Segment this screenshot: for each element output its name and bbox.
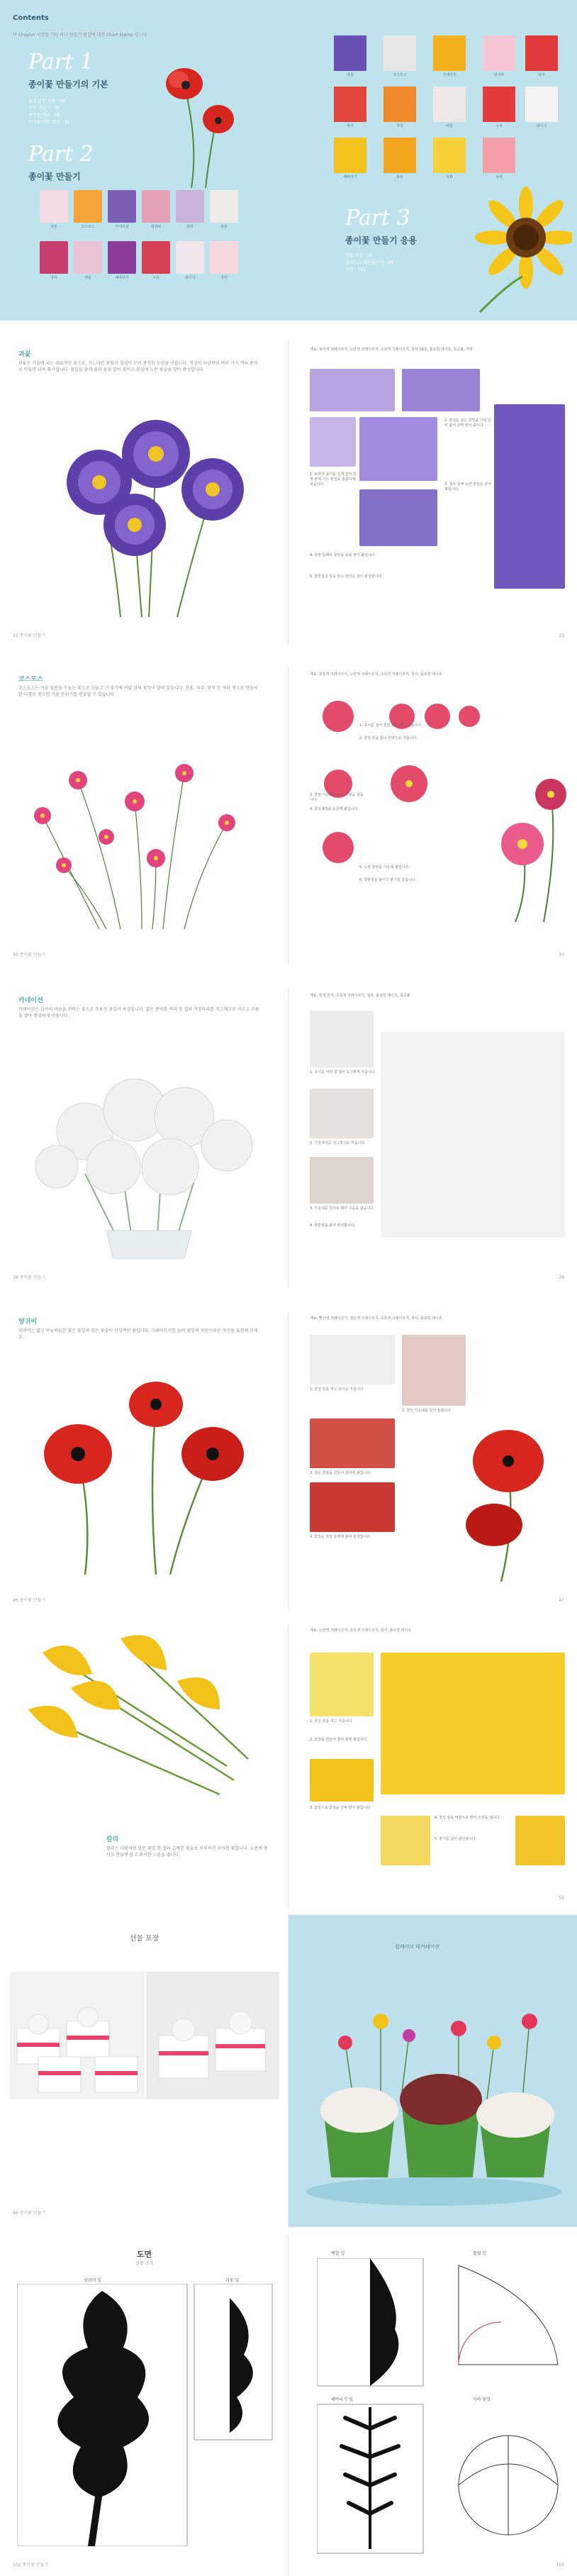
rthumb-peony[interactable] <box>383 87 416 122</box>
thumb-label: 장미 <box>50 276 57 280</box>
step-text: 3. 꽃잎 가운데를 눌러 모양을 잡습니다. <box>310 793 364 802</box>
step-text: 1. 보라색 종이를 길게 잘라 한쪽 끝에 가는 칼집을 촘촘하게 넣습니다. <box>310 472 357 487</box>
thumb-peony[interactable] <box>210 241 238 274</box>
pattern-title: 도면 <box>136 2250 152 2259</box>
pattern-right-page <box>288 2234 577 2576</box>
rthumb-label: 국화 <box>446 175 453 179</box>
thumb-daisy[interactable] <box>176 241 204 274</box>
cosmos-right-page <box>288 667 577 965</box>
step-text: 6. 꽃받침을 붙이고 줄기를 감습니다. <box>359 878 417 882</box>
part1-title: 종이꽃 만들기의 기본 <box>28 79 108 89</box>
rthumb-label: 칼라 <box>538 73 545 77</box>
aster-photo <box>14 404 276 617</box>
rthumb-hydrangea[interactable] <box>483 87 515 122</box>
cosmos-left-page <box>0 667 288 965</box>
thumb-tulip[interactable] <box>210 190 238 223</box>
part1-list <box>28 98 69 126</box>
step-text: 4. 꽃받침을 붙여 완성합니다. <box>310 1223 356 1228</box>
pattern-right-drawings <box>317 2258 565 2556</box>
rthumb-calla[interactable] <box>525 35 558 71</box>
poppy-finished-photo <box>452 1411 565 1582</box>
calla-title: 칼라 <box>106 1836 119 1843</box>
rthumb-tulip[interactable] <box>383 138 416 173</box>
cosmos-steps-head: 재료: 분홍색 크레이프지, 노란색 크레이프지, 초록색 크레이프지, 철사, 플로럴 테이프 <box>310 672 442 677</box>
rthumb-poppy[interactable] <box>483 35 515 71</box>
aster-title: 과꽃 <box>18 351 31 358</box>
carnation-spread <box>0 989 577 1287</box>
cosmos-step-photos <box>310 692 480 869</box>
toc-item[interactable]: 꽃의 부분 이름 · 04 <box>28 99 65 104</box>
toc-item[interactable]: 도면 · 102 <box>345 267 366 272</box>
cosmos-finished-photo <box>473 759 572 922</box>
calla-photo <box>14 1624 276 1830</box>
step-text: 1. 꽃잎 본을 대고 자릅니다. <box>310 1719 354 1723</box>
rthumb-label: 장미 <box>347 124 354 128</box>
calla-steps-head: 재료: 노란색 크레이프지, 초록색 크레이프지, 철사, 플로럴 테이프 <box>310 1628 412 1633</box>
folio-left: 96 종이꽃 만들기 <box>13 2211 46 2216</box>
step-photo <box>310 1335 395 1384</box>
pattern-left-page <box>0 2234 288 2576</box>
step-text: 3. 검은 꽃술을 만들어 철사에 붙입니다. <box>310 1471 371 1475</box>
pattern-subtitle: 실물 크기 <box>135 2261 154 2266</box>
calla-finished-photo <box>381 1653 565 1794</box>
aster-spread <box>0 340 577 645</box>
poppy-left-page <box>0 1312 288 1610</box>
poppy-steps-head: 재료: 빨간색 크레이프지, 검은색 크레이프지, 초록색 크레이프지, 철사, 플로럴 테이프 <box>310 1316 442 1321</box>
step-text: 2. 꽃잎 가운데를 당겨 늘립니다. <box>402 1409 452 1413</box>
step-text: 2. 칼집을 넣은 꽃잎을 가위 날로 훑어 살짝 말아 줍니다. <box>444 418 491 428</box>
thumb-label: 양귀비 <box>150 225 162 229</box>
step-text: 5. 줄기를 감아 완성합니다. <box>435 1837 477 1841</box>
rthumb-label: 코스모스 <box>393 73 407 77</box>
step-text: 5. 노란 꽃술을 가운데 붙입니다. <box>359 865 410 870</box>
carnation-body: 카네이션은 감사의 마음을 전하는 꽃으로 주름진 꽃잎이 특징입니다. 얇은 종이를 여러 장 겹쳐 가장자리를 지그재그로 자르고 주름을 잡아 풍성하게 만듭니다. <box>18 1007 259 1018</box>
contents-intro: 이 Chapter 지침들 기타 하나 만들기 편집에 대한 Chart Stamp 입니다 <box>13 33 147 38</box>
rthumb-label: 수국 <box>495 124 503 128</box>
rthumb-chrysanthemum[interactable] <box>433 138 466 173</box>
step-text: 3. 꽃잎으로 꽃술을 감싸 말아 붙입니다. <box>310 1806 371 1810</box>
thumb-hydrangea[interactable] <box>142 241 170 274</box>
step-text: 4. 꽃잎을 꽃술 둘레에 붙여 완성합니다. <box>310 1535 371 1539</box>
pattern-label: 백합 잎 <box>331 2251 345 2256</box>
poppy-right-page <box>288 1312 577 1610</box>
rthumb-aster[interactable] <box>334 35 366 71</box>
poppy-body: 양귀비는 얇고 하늘하늘한 붉은 꽃잎과 검은 꽃술이 인상적인 꽃입니다. 크레이프지를 늘려 꽃잎의 자연스러운 곡선을 표현해 보세요. <box>18 1328 258 1340</box>
gift-photo <box>10 1972 279 2099</box>
folio-left: 102 종이꽃 만들기 <box>13 2563 49 2567</box>
calla-left-page <box>0 1624 288 1908</box>
carnation-finished-photo <box>381 1032 565 1238</box>
contents-poppy-illustration <box>149 57 248 191</box>
rthumb-label: 양귀비 <box>493 73 505 77</box>
contents-right-page <box>288 0 577 321</box>
step-text: 4. 꽃술 둘레로 꽃잎을 돌돌 말아 붙입니다. <box>310 553 376 557</box>
step-photo <box>310 1011 374 1067</box>
calla-spread <box>0 1624 577 1908</box>
step-photo <box>310 1157 374 1204</box>
gift-left-page <box>0 1915 288 2227</box>
pattern-label: 양귀비 잎 <box>84 2278 102 2283</box>
thumb-label: 수국 <box>152 276 159 280</box>
carnation-steps-head: 재료: 흰색 한지, 초록색 크레이프지, 철사, 플로럴 테이프, 목공풀 <box>310 994 410 998</box>
thumb-label: 작약 <box>220 276 228 280</box>
folio-left: 38 종이꽃 만들기 <box>13 1275 46 1280</box>
step-text: 3. 가운데를 철사로 꿰어 주름을 잡습니다. <box>310 1206 375 1211</box>
thumb-lily[interactable] <box>74 241 102 274</box>
part2-label: Part 2 <box>28 142 94 167</box>
rthumb-camellia[interactable] <box>483 138 515 173</box>
step-photo <box>402 1335 466 1406</box>
folio-left: 30 종이꽃 만들기 <box>13 953 46 957</box>
cupcake-photo <box>296 1950 572 2220</box>
carnation-photo <box>14 1046 276 1259</box>
rthumb-label: 과꽃 <box>347 73 354 77</box>
rthumb-label: 튤립 <box>396 175 403 179</box>
rthumb-cosmos[interactable] <box>383 35 416 71</box>
step-photo <box>310 1419 395 1468</box>
thumb-label: 백합 <box>84 276 91 280</box>
rthumb-rose[interactable] <box>334 87 366 122</box>
part3-title: 종이꽃 만들기 응용 <box>345 235 418 245</box>
cosmos-title: 코스모스 <box>18 676 43 683</box>
thumb-label: 튤립 <box>220 225 228 229</box>
carnation-left-page <box>0 989 288 1287</box>
rthumb-label: 동백 <box>495 175 503 179</box>
contents-label: Contents <box>13 14 49 22</box>
part1-label: Part 1 <box>28 50 94 74</box>
step-text: 2. 꽃술을 만들어 철사 끝에 붙입니다. <box>310 1738 368 1742</box>
thumb-rose[interactable] <box>40 241 68 274</box>
toc-item[interactable]: 종이 고르기 · 06 <box>28 106 60 111</box>
contents-left-page <box>0 0 288 321</box>
rthumb-carnation[interactable] <box>433 35 466 71</box>
step-photo <box>310 417 356 467</box>
part3-list <box>345 252 393 274</box>
step-photo <box>310 1089 374 1138</box>
step-text: 1. 꽃잎 본을 대고 종이를 자릅니다. <box>310 1387 365 1392</box>
step-photo <box>381 1816 430 1865</box>
calla-body: 칼라는 나팔처럼 말린 꽃잎 한 장과 길쭉한 꽃술로 이루어진 우아한 꽃입니다. 노란색 종이로 만들면 밝고 화사한 느낌을 줍니다. <box>106 1846 268 1858</box>
step-photo <box>310 1482 395 1532</box>
pattern-label: 과꽃 잎 <box>225 2278 240 2283</box>
folio-right: 31 <box>559 953 564 957</box>
folio-left: 46 종이꽃 만들기 <box>13 1598 46 1603</box>
toc-item[interactable]: 컵케이크 데커레이션 · 98 <box>345 260 393 265</box>
step-photo <box>402 369 480 411</box>
toc-item[interactable]: 종이꽃 재료 · 08 <box>28 113 60 118</box>
step-photo <box>310 1759 374 1801</box>
step-text: 5. 꽃받침과 잎을 달고 줄기를 감아 완성합니다. <box>310 574 383 579</box>
rthumb-lily[interactable] <box>433 87 466 122</box>
gift-cupcake-spread <box>0 1915 577 2227</box>
rthumb-daisy[interactable] <box>525 87 558 122</box>
folio-right: 103 <box>556 2563 564 2567</box>
gift-title: 선물 포장 <box>129 1935 159 1943</box>
pattern-spread <box>0 2234 577 2576</box>
thumb-label: 코스모스 <box>81 225 95 229</box>
folio-right: 55 <box>559 1896 564 1901</box>
thumb-label: 카네이션 <box>115 225 129 229</box>
step-text: 4. 꽃잎 8장을 둥글게 붙입니다. <box>310 807 359 811</box>
toc-item[interactable]: 선물 포장 · 96 <box>345 253 373 258</box>
rthumb-label: 데이지 <box>536 124 547 128</box>
step-photo <box>515 1816 565 1865</box>
aster-body: 과꽃은 가을에 피는 대표적인 꽃으로, 가느다란 꽃잎이 겹겹이 모여 풍성한 모양을 이룹니다. 색상이 다양하여 여러 가지 색의 종이로 만들면 더욱 화사합니다. 꽃잎을 잘게 잘라 돌돌 말아 붙이고 중심에 노란 꽃술을 달아 완성합니다. <box>18 361 258 372</box>
carnation-title: 카네이션 <box>18 997 43 1004</box>
thumb-poppy[interactable] <box>142 190 170 223</box>
thumb-calla[interactable] <box>176 190 204 223</box>
step-text: 4. 꽃잎 끝을 바깥으로 말아 모양을 냅니다. <box>435 1816 501 1820</box>
poppy-photo <box>14 1362 276 1575</box>
thumb-label: 칼라 <box>186 225 194 229</box>
part3-label: Part 3 <box>345 206 410 231</box>
aster-finished-photo <box>494 404 565 589</box>
rthumb-label: 백합 <box>446 124 453 128</box>
rthumb-label: 카네이션 <box>442 73 456 77</box>
thumb-cosmos[interactable] <box>74 190 102 223</box>
part2-title: 종이꽃 만들기 <box>28 172 81 182</box>
cosmos-photo <box>14 731 276 936</box>
step-photo <box>310 1653 374 1716</box>
rthumb-label: 해바라기 <box>343 175 357 179</box>
thumb-sunflower[interactable] <box>108 241 136 274</box>
rthumb-label: 작약 <box>396 124 403 128</box>
step-text: 2. 가장자리를 지그재그로 자릅니다. <box>310 1141 366 1145</box>
pattern-label: 해바라기 잎 <box>331 2397 353 2402</box>
step-text: 1. 종이를 접어 꽃잎 본을 대고 자릅니다. <box>359 723 422 728</box>
poppy-title: 양귀비 <box>18 1318 38 1326</box>
step-photo <box>359 417 437 481</box>
cosmos-body: 코스모스는 가을 들판을 수놓는 꽃으로 가늘고 긴 줄기에 여덟 장의 꽃잎이 달려 있습니다. 분홍, 자주, 흰색 등 여러 색으로 만들어 한 다발로 꽂으면 가을 분위기를 연출할 수 있습니다. <box>18 686 258 697</box>
folio-right: 39 <box>559 1275 564 1280</box>
poppy-spread <box>0 1312 577 1610</box>
folio-left: 22 종이꽃 만들기 <box>13 633 46 638</box>
thumb-label: 데이지 <box>184 276 196 280</box>
pattern-label: 튤립 잎 <box>473 2251 487 2256</box>
pattern-left-drawings <box>17 2284 279 2546</box>
aster-right-page <box>288 340 577 645</box>
pattern-label: 카라 꽃잎 <box>473 2397 491 2402</box>
folio-right: 23 <box>559 633 564 638</box>
contents-spread <box>0 0 577 321</box>
step-photo <box>310 369 395 411</box>
contents-sunflower-illustration <box>466 177 572 319</box>
step-photo <box>359 489 437 546</box>
carnation-right-page <box>288 989 577 1287</box>
thumb-label: 해바라기 <box>115 276 129 280</box>
thumb-aster[interactable] <box>40 190 68 223</box>
step-text: 3. 철사 끝에 노란 꽃술을 감아 붙입니다. <box>444 482 491 492</box>
folio-right: 47 <box>559 1598 564 1603</box>
cupcake-right-page <box>288 1915 577 2227</box>
thumb-label: 과꽃 <box>50 225 57 229</box>
thumb-carnation[interactable] <box>108 190 136 223</box>
step-text: 2. 꽃잎 끝을 톱니 모양으로 자릅니다. <box>359 736 418 740</box>
aster-left-page <box>0 340 288 645</box>
step-text: 1. 종이를 여러 겹 접어 동그랗게 자릅니다. <box>310 1070 376 1075</box>
toc-item[interactable]: 종이꽃 기본 기법 · 10 <box>28 120 69 125</box>
cupcake-title: 컵케이크 데커레이션 <box>395 1944 440 1950</box>
rthumb-sunflower[interactable] <box>334 138 366 173</box>
cosmos-spread <box>0 667 577 965</box>
aster-steps-head: 재료: 보라색 크레이프지, 노란색 크레이프지, 초록색 크레이프지, 철사 18호, 플로럴 테이프, 목공풀, 가위 <box>310 348 473 352</box>
calla-right-page <box>288 1624 577 1908</box>
